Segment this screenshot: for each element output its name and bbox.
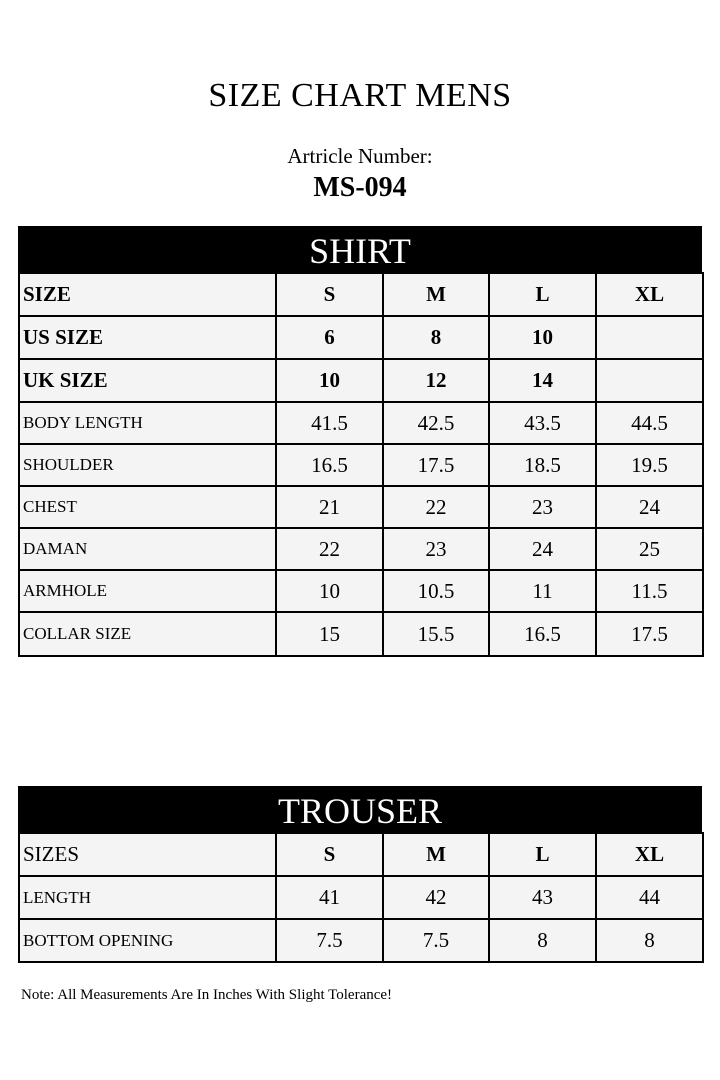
shirt-table <box>18 272 704 657</box>
row-label: ARMHOLE <box>19 570 276 612</box>
table-cell: 10 <box>276 570 383 612</box>
table-cell: 12 <box>383 359 489 402</box>
row-label: COLLAR SIZE <box>19 612 276 656</box>
size-header-cell: L <box>489 273 596 316</box>
table-row <box>19 919 703 962</box>
table-cell: 43.5 <box>489 402 596 444</box>
table-cell: 11.5 <box>596 570 703 612</box>
size-header-cell: XL <box>596 273 703 316</box>
table-cell: 8 <box>596 919 703 962</box>
row-label: SIZES <box>19 833 276 876</box>
table-cell: 44.5 <box>596 402 703 444</box>
table-row <box>19 612 703 656</box>
shirt-uk-size-row <box>19 359 703 402</box>
row-label: BODY LENGTH <box>19 402 276 444</box>
row-label: SHOULDER <box>19 444 276 486</box>
row-label: DAMAN <box>19 528 276 570</box>
size-header-cell: L <box>489 833 596 876</box>
page-title: SIZE CHART MENS <box>208 77 512 114</box>
table-cell: 23 <box>489 486 596 528</box>
table-cell: 16.5 <box>489 612 596 656</box>
table-cell: 24 <box>489 528 596 570</box>
table-cell: 23 <box>383 528 489 570</box>
table-row <box>19 876 703 919</box>
table-cell: 17.5 <box>383 444 489 486</box>
table-row <box>19 444 703 486</box>
row-label: CHEST <box>19 486 276 528</box>
size-header-cell: M <box>383 273 489 316</box>
trouser-header: TROUSER <box>18 786 702 832</box>
table-row <box>19 486 703 528</box>
trouser-table <box>18 832 704 963</box>
table-cell: 15 <box>276 612 383 656</box>
table-cell: 43 <box>489 876 596 919</box>
trouser-size-table <box>18 786 702 963</box>
table-cell: 8 <box>383 316 489 359</box>
table-cell: 16.5 <box>276 444 383 486</box>
table-cell: 41.5 <box>276 402 383 444</box>
article-number-label: Artricle Number: <box>287 144 433 168</box>
table-cell <box>596 359 703 402</box>
shirt-header: SHIRT <box>18 226 702 272</box>
table-cell <box>596 316 703 359</box>
table-cell: 19.5 <box>596 444 703 486</box>
table-cell: 10 <box>276 359 383 402</box>
table-cell: 10.5 <box>383 570 489 612</box>
table-cell: 17.5 <box>596 612 703 656</box>
table-cell: 18.5 <box>489 444 596 486</box>
size-header-cell: S <box>276 273 383 316</box>
article-number: MS-094 <box>313 172 407 203</box>
table-cell: 42 <box>383 876 489 919</box>
table-cell: 24 <box>596 486 703 528</box>
table-cell: 44 <box>596 876 703 919</box>
table-cell: 10 <box>489 316 596 359</box>
table-cell: 22 <box>276 528 383 570</box>
row-label: LENGTH <box>19 876 276 919</box>
trouser-size-row <box>19 833 703 876</box>
size-header-cell: S <box>276 833 383 876</box>
shirt-us-size-row <box>19 316 703 359</box>
table-cell: 7.5 <box>276 919 383 962</box>
row-label: US SIZE <box>19 316 276 359</box>
table-cell: 41 <box>276 876 383 919</box>
table-cell: 22 <box>383 486 489 528</box>
table-cell: 14 <box>489 359 596 402</box>
table-row <box>19 402 703 444</box>
table-cell: 21 <box>276 486 383 528</box>
size-header-cell: M <box>383 833 489 876</box>
table-cell: 8 <box>489 919 596 962</box>
shirt-size-row <box>19 273 703 316</box>
table-row <box>19 528 703 570</box>
table-cell: 6 <box>276 316 383 359</box>
size-header-cell: XL <box>596 833 703 876</box>
table-cell: 11 <box>489 570 596 612</box>
table-row <box>19 570 703 612</box>
row-label: UK SIZE <box>19 359 276 402</box>
table-cell: 25 <box>596 528 703 570</box>
table-cell: 7.5 <box>383 919 489 962</box>
shirt-size-table <box>18 226 702 657</box>
table-cell: 15.5 <box>383 612 489 656</box>
row-label: SIZE <box>19 273 276 316</box>
row-label: BOTTOM OPENING <box>19 919 276 962</box>
measurement-note: Note: All Measurements Are In Inches With Slight Tolerance! <box>21 987 393 1003</box>
table-cell: 42.5 <box>383 402 489 444</box>
